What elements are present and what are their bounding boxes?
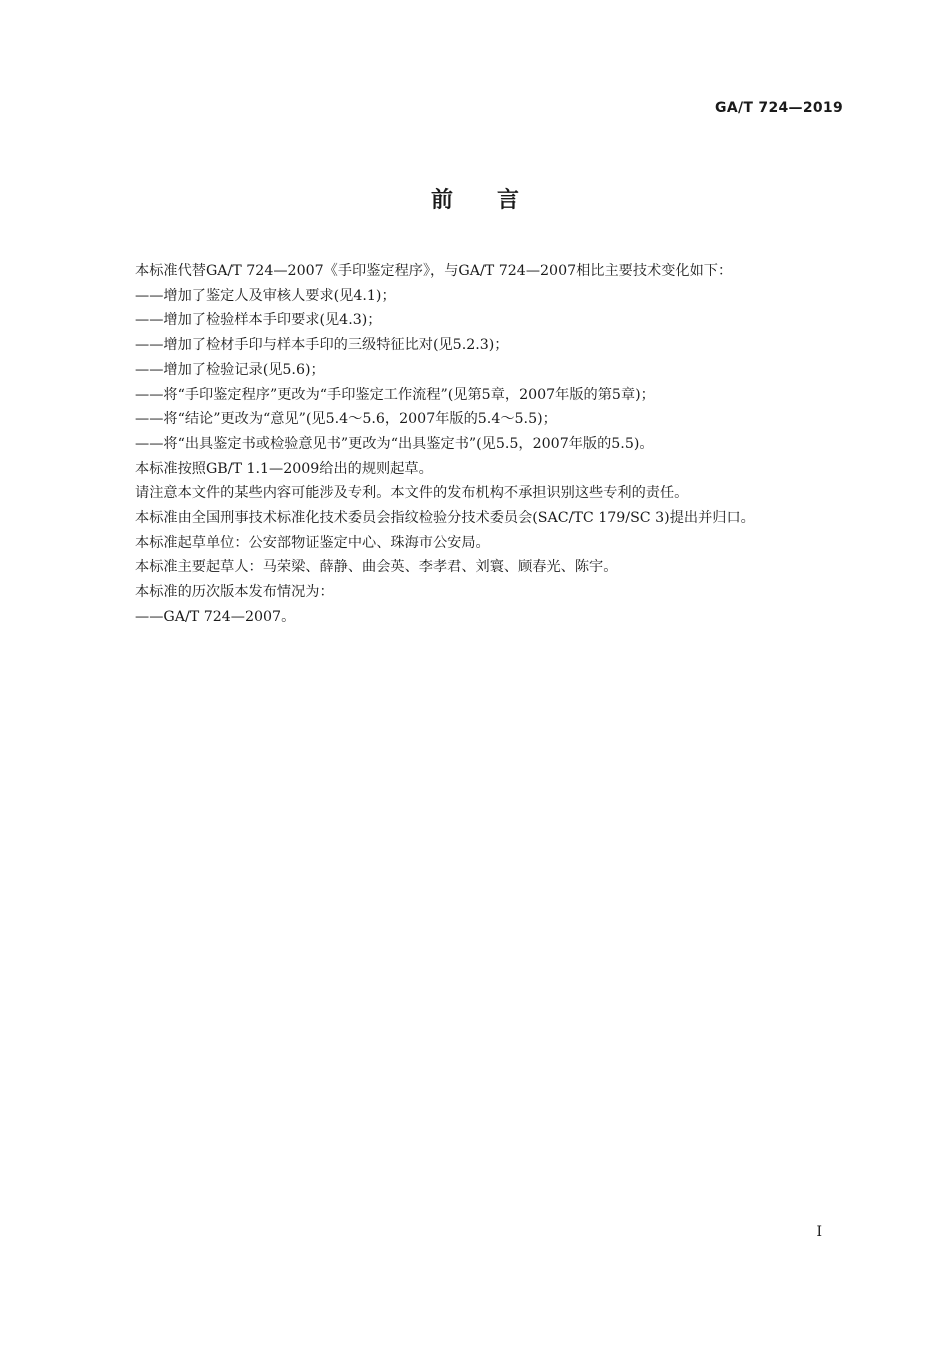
paragraph: 本标准按照GB/T 1.1—2009给出的规则起草。 [135,460,433,477]
paragraph: 本标准的历次版本发布情况为： [135,584,334,601]
list-item: ——将“出具鉴定书或检验意见书”更改为“出具鉴定书”(见5.5，2007年版的5.5)。 [135,435,654,452]
list-item: ——GA/T 724—2007。 [135,608,296,625]
list-item: ——将“手印鉴定程序”更改为“手印鉴定工作流程”(见第5章，2007年版的第5章)； [135,386,655,403]
list-item: ——增加了鉴定人及审核人要求(见4.1)； [135,287,396,304]
paragraph: 本标准主要起草人：马荣梁、薛静、曲会英、李孝君、刘寰、顾春光、陈宇。 [135,559,618,576]
list-item: ——将“结论”更改为“意见”(见5.4～5.6，2007年版的5.4～5.5)； [135,411,557,428]
paragraph: 请注意本文件的某些内容可能涉及专利。本文件的发布机构不承担识别这些专利的责任。 [135,485,689,502]
list-item: ——增加了检验记录(见5.6)； [135,361,325,378]
list-item: ——增加了检材手印与样本手印的三级特征比对(见5.2.3)； [135,337,509,354]
page-number: I [816,1224,822,1240]
list-item: ——增加了检验样本手印要求(见4.3)； [135,312,382,329]
paragraph: 本标准起草单位：公安部物证鉴定中心、珠海市公安局。 [135,534,490,551]
paragraph: 本标准代替GA/T 724—2007《手印鉴定程序》，与GA/T 724—2007相比主要技术变化如下： [135,263,733,279]
preface-body [107,259,845,630]
standard-number: GA/T 724—2019 [715,100,843,116]
paragraph: 本标准由全国刑事技术标准化技术委员会指纹检验分技术委员会(SAC/TC 179/SC 3)提出并归口。 [135,510,755,527]
page-title: 前言 [430,188,563,213]
